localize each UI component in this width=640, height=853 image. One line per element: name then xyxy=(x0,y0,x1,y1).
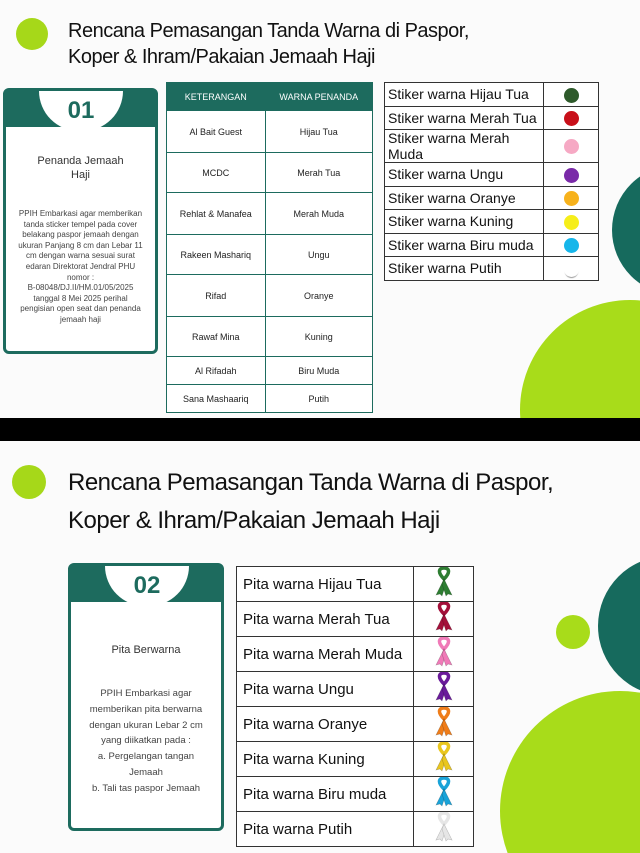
decor-green-circle xyxy=(500,691,640,853)
column-header-warna: WARNA PENANDA xyxy=(265,83,372,111)
cell-warna: Merah Muda xyxy=(265,193,372,235)
sticker-row xyxy=(385,257,599,281)
cell-keterangan: Al Bait Guest xyxy=(167,111,266,153)
ribbon-cell xyxy=(414,602,474,637)
cell-warna: Biru Muda xyxy=(265,357,372,385)
color-dot-icon xyxy=(564,168,579,183)
color-dot-icon xyxy=(564,139,579,154)
card-body-line: memberikan pita berwarna xyxy=(89,703,203,715)
card-body-line: Jemaah xyxy=(129,766,163,778)
ribbon-label: Pita warna Putih xyxy=(237,812,414,847)
ribbon-label: Pita warna Kuning xyxy=(237,742,414,777)
ribbon-cell xyxy=(414,637,474,672)
ribbon-icon xyxy=(433,742,455,776)
card-body-text xyxy=(12,209,149,326)
sticker-swatch-cell xyxy=(544,233,599,257)
ribbon-row xyxy=(237,707,474,742)
ribbon-icon xyxy=(433,777,455,811)
color-dot-icon xyxy=(564,238,579,253)
sticker-row xyxy=(385,106,599,130)
decor-green-circle xyxy=(520,300,640,418)
sticker-table xyxy=(384,82,599,281)
sticker-label: Stiker warna Hijau Tua xyxy=(385,83,544,107)
sticker-swatch-cell xyxy=(544,130,599,163)
decor-teal-circle xyxy=(612,165,640,295)
table-row xyxy=(167,275,373,317)
column-header-keterangan: KETERANGAN xyxy=(167,83,266,111)
card-body-line: tanda sticker tempel pada cover xyxy=(23,219,138,229)
ribbon-icon xyxy=(433,672,455,706)
sticker-label: Stiker warna Merah Tua xyxy=(385,106,544,130)
decor-teal-circle xyxy=(598,556,640,696)
ribbon-cell xyxy=(414,672,474,707)
card-subtitle-line-1: Penanda Jemaah xyxy=(37,155,124,167)
sticker-swatch-cell xyxy=(544,106,599,130)
cell-keterangan: Rakeen Mashariq xyxy=(167,235,266,275)
card-body-line: jemaah haji xyxy=(60,314,101,324)
cell-warna: Hijau Tua xyxy=(265,111,372,153)
card-body-line: yang diikatkan pada : xyxy=(101,735,191,747)
card-body-line: ukuran Panjang 8 cm dan Lebar 11 xyxy=(18,240,143,250)
cell-keterangan: Rifad xyxy=(167,275,266,317)
ribbon-row xyxy=(237,567,474,602)
sticker-row xyxy=(385,210,599,234)
sticker-swatch-cell xyxy=(544,163,599,187)
card-body-line: nomor : xyxy=(66,272,95,282)
slide-title-line-1: Rencana Pemasangan Tanda Warna di Paspor, xyxy=(68,469,554,496)
cell-warna: Merah Tua xyxy=(265,153,372,193)
cell-warna: Kuning xyxy=(265,317,372,357)
cell-warna: Putih xyxy=(265,385,372,413)
card-body-line: pengisian open seat dan penanda xyxy=(20,304,141,314)
ribbon-icon xyxy=(433,637,455,671)
sticker-label: Stiker warna Ungu xyxy=(385,163,544,187)
color-dot-icon xyxy=(564,88,579,103)
info-card xyxy=(68,563,224,831)
cell-warna: Oranye xyxy=(265,275,372,317)
card-body-line: edaran Direktorat Jendral PHU xyxy=(25,261,136,271)
info-card xyxy=(3,88,158,354)
card-body-line: B-08048/DJ.II/HM.01/05/2025 xyxy=(27,283,134,293)
ribbon-label: Pita warna Merah Tua xyxy=(237,602,414,637)
sticker-label: Stiker warna Biru muda xyxy=(385,233,544,257)
table-row xyxy=(167,153,373,193)
table-row xyxy=(167,357,373,385)
card-body-line: belakang paspor jemaah dengan xyxy=(22,230,139,240)
ribbon-row xyxy=(237,637,474,672)
card-body-line: a. Pergelangan tangan xyxy=(97,751,195,763)
ribbon-label: Pita warna Biru muda xyxy=(237,777,414,812)
ribbon-label: Pita warna Oranye xyxy=(237,707,414,742)
card-body-line: PPIH Embarkasi agar xyxy=(100,688,192,699)
sticker-label: Stiker warna Putih xyxy=(385,257,544,281)
sticker-swatch-cell xyxy=(544,257,599,281)
card-body-text xyxy=(77,686,215,797)
table-row xyxy=(167,235,373,275)
ribbon-cell xyxy=(414,777,474,812)
cell-keterangan: Al Rifadah xyxy=(167,357,266,385)
decor-dot xyxy=(16,18,48,50)
cell-keterangan: Sana Mashaariq xyxy=(167,385,266,413)
card-body-line: b. Tali tas paspor Jemaah xyxy=(91,782,201,794)
sticker-row xyxy=(385,233,599,257)
ribbon-cell xyxy=(414,567,474,602)
card-body-line: tanggal 8 Mei 2025 perihal xyxy=(33,293,128,303)
sticker-swatch-cell xyxy=(544,210,599,234)
ribbon-cell xyxy=(414,812,474,847)
slide-1 xyxy=(0,0,640,418)
slide-2 xyxy=(0,441,640,853)
card-number: 02 xyxy=(105,566,189,606)
table-row xyxy=(167,111,373,153)
sticker-swatch-cell xyxy=(544,186,599,210)
sticker-row xyxy=(385,163,599,187)
card-body-line: PPIH Embarkasi agar memberikan xyxy=(18,209,143,218)
table-row xyxy=(167,317,373,357)
card-body-line: dengan ukuran Lebar 2 cm xyxy=(89,719,203,731)
card-subtitle-line-2: Haji xyxy=(71,169,90,181)
ribbon-cell xyxy=(414,742,474,777)
cell-keterangan: MCDC xyxy=(167,153,266,193)
ribbon-row xyxy=(237,777,474,812)
color-dot-icon xyxy=(564,111,579,126)
cell-keterangan: Rawaf Mina xyxy=(167,317,266,357)
ribbon-cell xyxy=(414,707,474,742)
card-body-line: cm dengan warna sesuai surat xyxy=(26,251,135,261)
color-dot-icon xyxy=(564,262,579,277)
sticker-label: Stiker warna Oranye xyxy=(385,186,544,210)
slide-title-line-2: Koper & Ihram/Pakaian Jemaah Haji xyxy=(68,507,440,534)
table-row xyxy=(167,385,373,413)
decor-dot xyxy=(12,465,46,499)
sticker-row xyxy=(385,83,599,107)
ribbon-label: Pita warna Merah Muda xyxy=(237,637,414,672)
ribbon-icon xyxy=(433,707,455,741)
slide-title-line-2: Koper & Ihram/Pakaian Jemaah Haji xyxy=(68,46,375,68)
card-number: 01 xyxy=(39,91,123,131)
slide-title-line-1: Rencana Pemasangan Tanda Warna di Paspor, xyxy=(68,20,469,42)
sticker-row xyxy=(385,130,599,163)
ribbon-table xyxy=(236,566,474,847)
marker-table xyxy=(166,82,373,413)
ribbon-row xyxy=(237,812,474,847)
ribbon-row xyxy=(237,672,474,707)
ribbon-label: Pita warna Ungu xyxy=(237,672,414,707)
sticker-row xyxy=(385,186,599,210)
sticker-swatch-cell xyxy=(544,83,599,107)
sticker-label: Stiker warna Kuning xyxy=(385,210,544,234)
card-subtitle: Pita Berwarna xyxy=(111,644,181,656)
ribbon-row xyxy=(237,742,474,777)
ribbon-label: Pita warna Hijau Tua xyxy=(237,567,414,602)
ribbon-icon xyxy=(433,567,455,601)
cell-warna: Ungu xyxy=(265,235,372,275)
ribbon-row xyxy=(237,602,474,637)
ribbon-icon xyxy=(433,812,455,846)
color-dot-icon xyxy=(564,191,579,206)
color-dot-icon xyxy=(564,215,579,230)
cell-keterangan: Rehlat & Manafea xyxy=(167,193,266,235)
table-row xyxy=(167,193,373,235)
decor-green-circle-small xyxy=(556,615,590,649)
sticker-label: Stiker warna Merah Muda xyxy=(385,130,544,163)
ribbon-icon xyxy=(433,602,455,636)
